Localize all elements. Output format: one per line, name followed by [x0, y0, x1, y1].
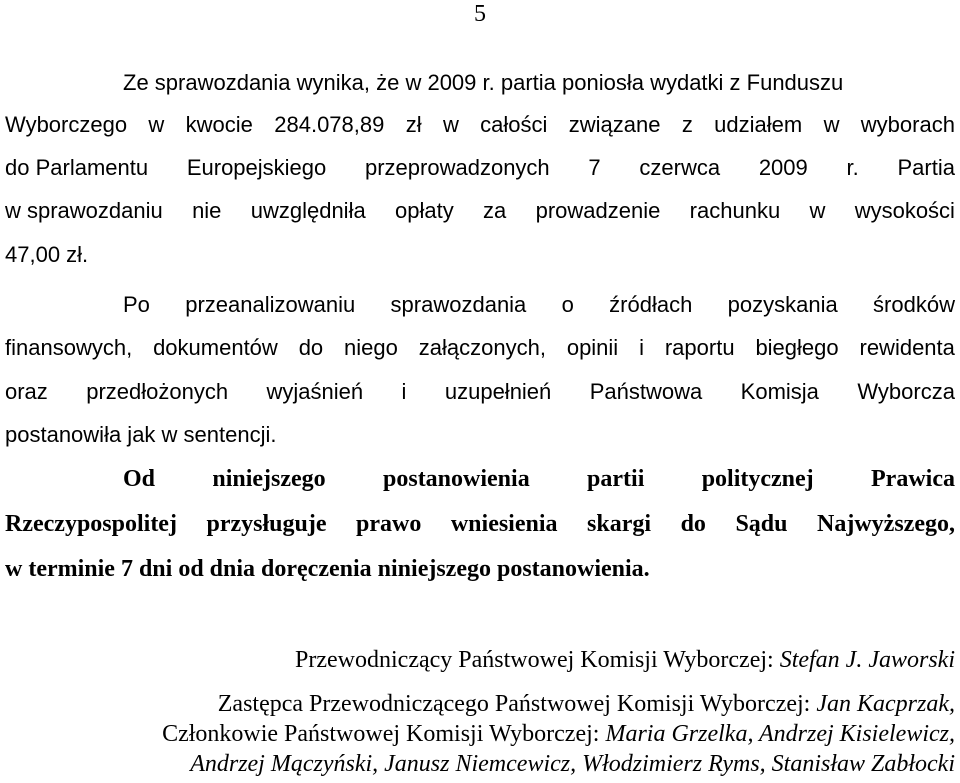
word: Wyborcza [857, 379, 955, 404]
word: niego [344, 335, 398, 360]
word: do [298, 335, 324, 360]
paragraph1-line5: 47,00 zł. [5, 242, 89, 267]
word: Prawica [871, 466, 955, 492]
word: wysokości [854, 198, 955, 223]
word: Partia [897, 155, 955, 180]
word: wniesienia [450, 511, 558, 537]
word: do [680, 511, 706, 537]
word: przeanalizowaniu [185, 292, 356, 317]
word: niniejszego [212, 466, 326, 492]
paragraph2-line1 [123, 288, 955, 322]
word: Najwyższego, [817, 511, 955, 537]
word: całości [480, 112, 548, 137]
word: Wyborczego [5, 112, 128, 137]
word: uwzględniła [250, 198, 366, 223]
page-number: 5 [474, 1, 486, 27]
word: Sądu [735, 511, 788, 537]
word: udziałem [714, 112, 803, 137]
word: 2009 [758, 155, 808, 180]
word: kwocie [185, 112, 253, 137]
word: w [442, 112, 459, 137]
word: rachunku [689, 198, 781, 223]
word: związane [568, 112, 661, 137]
signature-chair [200, 643, 955, 677]
signature-members-continued [84, 747, 955, 781]
word: prowadzenie [535, 198, 661, 223]
paragraph2-line4: postanowiła jak w sentencji. [5, 422, 277, 447]
paragraph3-line1 [123, 462, 955, 496]
signature-deputy [115, 687, 955, 721]
word: przedłożonych [86, 379, 229, 404]
word: dokumentów [153, 335, 278, 360]
deputy-name: Jan Kacprzak, [816, 691, 955, 717]
word: w sprawozdaniu [5, 198, 163, 223]
word: Europejskiego [186, 155, 327, 180]
word: z [681, 112, 693, 137]
word: i [401, 379, 407, 404]
word: postanowienia [383, 466, 530, 492]
word: załączonych, [418, 335, 546, 360]
word: prawo [355, 511, 422, 537]
members-role: Członkowie Państwowej Komisji Wyborczej: [162, 721, 606, 747]
word: r. [846, 155, 859, 180]
paragraph2-line3 [5, 375, 955, 409]
word: środków [873, 292, 955, 317]
word: Rzeczypospolitej [5, 511, 177, 537]
word: źródłach [609, 292, 693, 317]
paragraph1-line4 [5, 194, 955, 228]
word: za [483, 198, 507, 223]
word: oraz [5, 379, 48, 404]
word: wyjaśnień [266, 379, 364, 404]
chair-name: Stefan J. Jaworski [779, 647, 955, 673]
word: w [823, 112, 840, 137]
deputy-role: Zastępca Przewodniczącego Państwowej Komisji Wyborczej: [217, 691, 817, 717]
word: uzupełnień [444, 379, 552, 404]
word: Państwowa [589, 379, 703, 404]
word: przysługuje [206, 511, 327, 537]
word: czerwca [639, 155, 721, 180]
word: sprawozdania [390, 292, 527, 317]
word: Po [123, 292, 150, 317]
word: w [809, 198, 826, 223]
word: 284.078,89 [274, 112, 385, 137]
word: politycznej [701, 466, 814, 492]
word: finansowych, [5, 335, 133, 360]
word: biegłego [755, 335, 839, 360]
word: skargi [587, 511, 652, 537]
members-names-1: Maria Grzelka, Andrzej Kisielewicz, [605, 721, 955, 747]
word: i [639, 335, 644, 360]
chair-role: Przewodniczący Państwowej Komisji Wyborczej: [295, 647, 780, 673]
word: Komisja [740, 379, 819, 404]
word: Ze sprawozdania wynika, że w 2009 r. partia poniosła wydatki z Funduszu [123, 70, 844, 95]
word: przeprowadzonych [365, 155, 550, 180]
signature-members [48, 717, 955, 751]
paragraph1-line2 [5, 108, 955, 142]
word: rewidenta [859, 335, 955, 360]
paragraph1-line3 [5, 151, 955, 185]
paragraph2-line2 [5, 331, 955, 365]
word: partii [587, 466, 645, 492]
word: opłaty [395, 198, 454, 223]
word: Od [123, 466, 156, 492]
members-names-2: Andrzej Mączyński, Janusz Niemcewicz, Włodzimierz Ryms, Stanisław Zabłocki [190, 751, 955, 777]
word: 7 [588, 155, 601, 180]
word: wyborach [860, 112, 955, 137]
word: o [561, 292, 574, 317]
word: nie [192, 198, 222, 223]
word: pozyskania [727, 292, 838, 317]
word: opinii [566, 335, 619, 360]
word: do Parlamentu [5, 155, 149, 180]
word: raportu [664, 335, 735, 360]
word: w [148, 112, 165, 137]
paragraph1-line1 [123, 66, 955, 100]
paragraph3-line2 [5, 507, 955, 541]
paragraph3-line3: w terminie 7 dni od dnia doręczenia niniejszego postanowienia. [5, 556, 650, 582]
word: zł [405, 112, 422, 137]
